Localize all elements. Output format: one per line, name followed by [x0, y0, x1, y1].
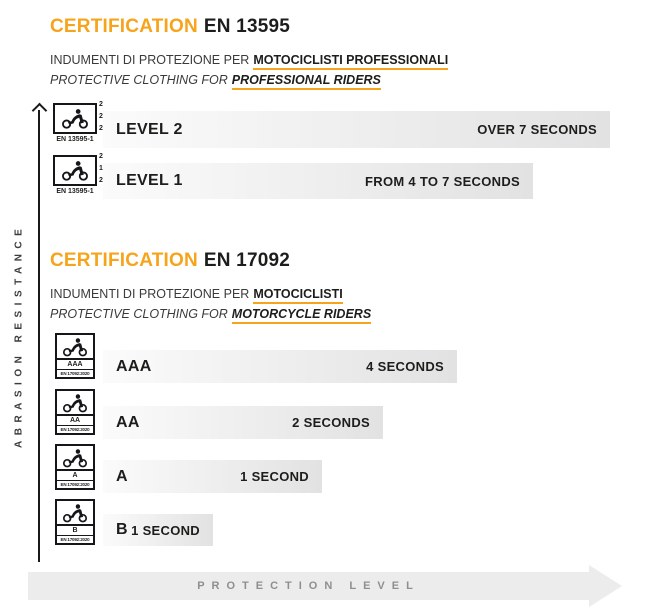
badge-en17092-b — [55, 499, 95, 545]
subtitle-bold-underlined: MOTOCICLISTI — [253, 287, 342, 304]
section-title — [50, 16, 448, 38]
pictogram-box — [53, 103, 97, 134]
badge-standard-caption: EN 17092:2020 — [57, 425, 93, 433]
pictogram-box — [53, 155, 97, 186]
badge-number: 2 — [99, 125, 103, 132]
motorcyclist-icon — [62, 337, 88, 357]
title-certification-word: CERTIFICATION — [50, 16, 198, 37]
bar-time-value: 2 SECONDS — [292, 415, 370, 430]
badge-grade: B — [57, 524, 93, 535]
subtitle-normal: INDUMENTI DI PROTEZIONE PER — [50, 287, 250, 301]
subtitle-bold-underlined: MOTORCYCLE RIDERS — [232, 307, 371, 324]
subtitle-bold-underlined: MOTOCICLISTI PROFESSIONALI — [253, 53, 448, 70]
pictogram-box — [57, 446, 93, 469]
motorcyclist-icon — [61, 108, 89, 129]
subtitle-english — [50, 70, 448, 90]
x-axis-arrow — [28, 572, 589, 600]
bar-grade-label: A — [116, 467, 128, 485]
subtitle-normal: INDUMENTI DI PROTEZIONE PER — [50, 53, 250, 67]
subtitle-bold-underlined: PROFESSIONAL RIDERS — [232, 73, 381, 90]
x-axis-arrowhead-icon — [589, 565, 622, 607]
section-title — [50, 250, 371, 272]
badge-en13595-level1 — [53, 153, 103, 195]
pictogram-box — [57, 501, 93, 524]
bar-time-value: 4 SECONDS — [366, 359, 444, 374]
bar-aa — [103, 406, 383, 439]
badge-en13595-level2 — [53, 101, 103, 143]
motorcyclist-icon — [62, 503, 88, 523]
title-certification-word: CERTIFICATION — [50, 250, 198, 271]
badge-standard-caption: EN 13595-1 — [56, 188, 94, 195]
badge-standard-caption: EN 17092:2020 — [57, 480, 93, 488]
badge-number: 2 — [99, 153, 103, 160]
section-en13595-header — [50, 16, 448, 90]
motorcyclist-icon — [62, 393, 88, 413]
bar-aaa — [103, 350, 457, 383]
motorcyclist-icon — [61, 160, 89, 181]
pictogram-box — [57, 391, 93, 414]
pictogram-box — [57, 335, 93, 358]
section-en17092-header — [50, 250, 371, 324]
badge-en17092-a — [55, 444, 95, 490]
title-standard-code: EN 17092 — [203, 250, 291, 271]
bar-level-label: LEVEL 2 — [116, 120, 183, 138]
bar-time-value: OVER 7 SECONDS — [477, 122, 597, 137]
bar-grade-label: AAA — [116, 357, 152, 375]
y-axis-arrowhead-icon — [32, 103, 48, 119]
bar-grade-label: B — [116, 521, 128, 538]
bar-b — [103, 514, 213, 546]
badge-standard-caption: EN 17092:2020 — [57, 535, 93, 543]
bar-level2 — [103, 111, 610, 148]
subtitle-normal: PROTECTIVE CLOTHING FOR — [50, 307, 228, 321]
badge-number: 1 — [99, 165, 103, 172]
bar-a — [103, 460, 322, 493]
badge-grade: A — [57, 469, 93, 480]
badge-standard-caption: EN 17092:2020 — [57, 369, 93, 377]
badge-number: 2 — [99, 113, 103, 120]
bar-level1 — [103, 163, 533, 199]
bar-time-value: 1 SECOND — [131, 522, 200, 538]
title-standard-code: EN 13595 — [203, 16, 291, 37]
badge-number: 2 — [99, 101, 103, 108]
subtitle-italian — [50, 50, 448, 70]
subtitle-italian — [50, 284, 371, 304]
y-axis-line — [38, 110, 40, 562]
bar-time-value: FROM 4 TO 7 SECONDS — [365, 173, 520, 189]
subtitle-normal: PROTECTIVE CLOTHING FOR — [50, 73, 228, 87]
bar-grade-label: AA — [116, 413, 140, 431]
y-axis-label: ABRASION RESISTANCE — [13, 223, 25, 449]
badge-en17092-aaa — [55, 333, 95, 379]
badge-en17092-aa — [55, 389, 95, 435]
x-axis-label: PROTECTION LEVEL — [197, 580, 420, 592]
motorcyclist-icon — [62, 448, 88, 468]
badge-standard-caption: EN 13595-1 — [56, 136, 94, 143]
badge-number: 2 — [99, 177, 103, 184]
badge-grade: AA — [57, 414, 93, 425]
subtitle-english — [50, 304, 371, 324]
bar-time-value: 1 SECOND — [240, 469, 309, 484]
badge-grade: AAA — [57, 358, 93, 369]
bar-level-label: LEVEL 1 — [116, 172, 183, 189]
